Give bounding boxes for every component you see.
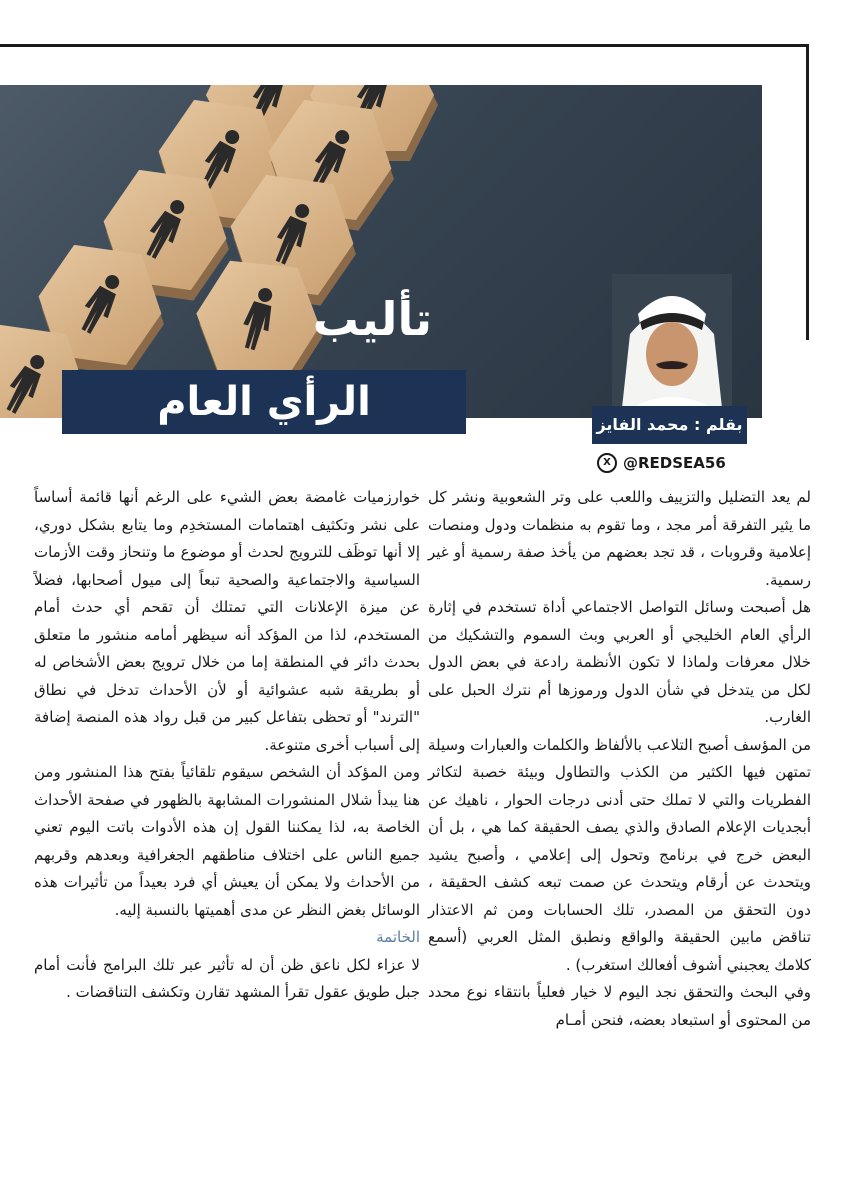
- paragraph: من المؤسف أصبح التلاعب بالألفاظ والكلمات والعبارات وسيلة تمتهن فيها الكثير من الكذب والتطاول وبيئة خصبة لتكاثر الفطريات والتي لا تملك حتى أدنى درجات الحوار ، ناهيك عن أبجديات الإعلام الصادق والذي يصف الحقيقة كما هي ، بل أن البعض خرج في برنامج وتحول إلى إعلامي ، وأصبح يشيد ويتحدث عن أرقام ويتحدث عن صمت تبعه كشف الحقيقة ، دون التحقق من المصدر، تلك الحسابات ومن ثم الاعتذار تناقض مابين الحقيقة والواقع ونطبق المثل العربي (أسمع كلامك يعجبني أشوف أفعالك استغرب) .: [428, 735, 811, 974]
- paragraph: لم يعد التضليل والتزييف واللعب على وتر الشعوبية ونشر كل ما يثير التفرقة أمر مجد ، وما تقوم به منظمات ودول ومنصات إعلامية وقروبات ، قد تجد بعضهم من يأخذ صفة رسمية أو غير رسمية.: [428, 488, 811, 589]
- author-byline: بقلم : محمد الفايز: [592, 406, 747, 444]
- paragraph: هل أصبحت وسائل التواصل الاجتماعي أداة تستخدم في إثارة الرأي العام الخليجي أو العربي وبث السموم والتشكيك من خلال معرفات ولماذا لا تكون الأنظمة رادعة في بعض الدول لكل من يتدخل في شأن الدول ورموزها أم نترك الحبل على الغارب.: [428, 598, 811, 726]
- social-handle-text[interactable]: @REDSEA56: [623, 454, 726, 472]
- article-column-left: [34, 484, 420, 1007]
- paragraph: وفي البحث والتحقق نجد اليوم لا خيار فعلياً بانتقاء نوع محدد من المحتوى أو استبعاد بعضه، فنحن أمـام: [428, 983, 811, 1029]
- social-handle-row[interactable]: [597, 451, 747, 475]
- hexagon-people-icon: [0, 85, 438, 418]
- author-photo: [612, 274, 732, 408]
- paragraph: ومن المؤكد أن الشخص سيقوم تلقائياً بفتح هذا المنشور ومن هنا يبدأ شلال المنشورات المشابهة بالظهور في صفحة الأحداث الخاصة به، لذا يمكننا القول إن هذه الأدوات باتت اليوم تعني جميع الناس على اختلاف مناطقهم الجغرافية وبعدهم وقربهم من الأحداث ولا يمكن أن يعيش أي فرد بعيداً من تأثيرات هذه الوسائل بغض النظر عن مدى أهميتها بالنسبة إليه.: [34, 763, 420, 919]
- article-column-right: [428, 484, 811, 1034]
- conclusion-heading: الخاتمة: [376, 928, 420, 946]
- frame-top-line: [0, 44, 809, 47]
- conclusion-paragraph: لا عزاء لكل ناعق ظن أن له تأثير عبر تلك البرامج فأنت أمام جبل طويق عقول تقرأ المشهد تقارن وتكشف التناقضات .: [34, 955, 420, 1001]
- article-title-line1: تأليب: [312, 292, 432, 346]
- frame-right-line: [806, 44, 809, 340]
- paragraph: خوارزميات غامضة بعض الشيء على الرغم أنها قائمة أساساً على نشر وتكثيف اهتمامات المستخدِم وما يتابع بشكل دوري، إلا أنها توظَف للترويج لحدث أو موضوع ما وتنحاز وقت الأزمات السياسية والاجتماعية والصحية تبعاً إلى ميول أصحابها، فضلاً عن ميزة الإعلانات التي تمتلك أن تقحم أي حدث أمام المستخدم، لذا من المؤكد أنه سيظهر أمامه منشور ما متعلق بحدث دائر في المنطقة إما من خلال ترويج بعض الأشخاص له أو بطريقة شبه عشوائية أو لأن الأحداث تدخل في نطاق "الترند" أو تحظى بتفاعل كبير من قبل رواد هذه المنصة إضافة إلى أسباب أخرى متنوعة.: [34, 488, 420, 754]
- x-logo-icon: X: [597, 453, 617, 473]
- article-title-line2: الرأي العام: [157, 379, 371, 425]
